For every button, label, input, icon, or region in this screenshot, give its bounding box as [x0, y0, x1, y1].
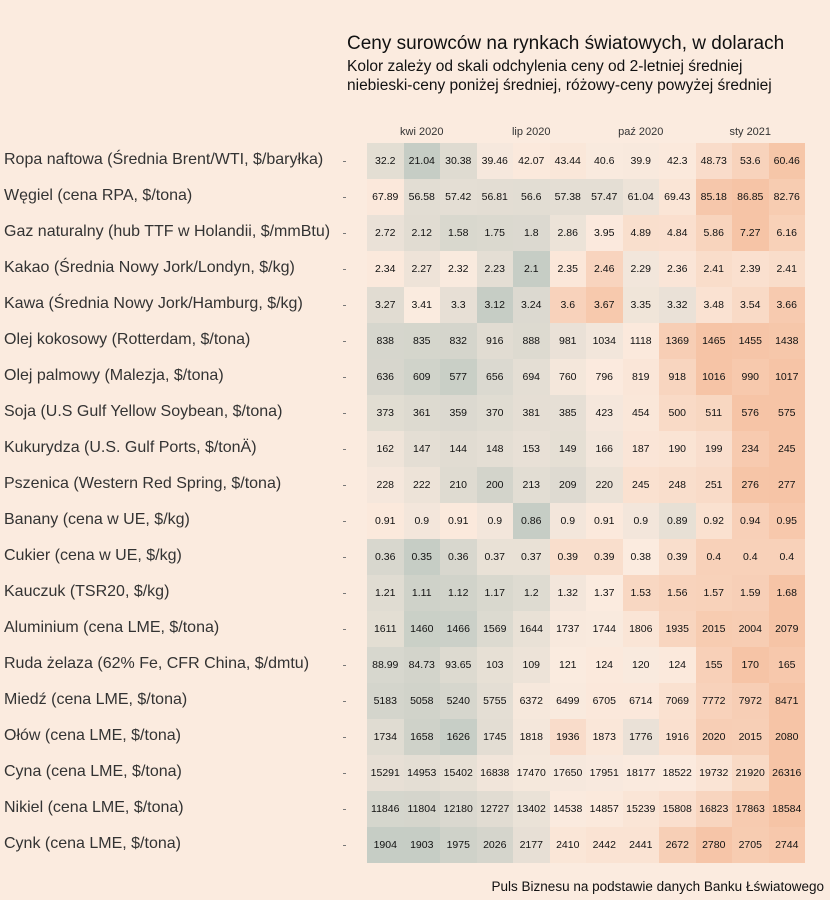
heatmap-cell: 796 [586, 359, 623, 395]
heatmap-cell: 3.32 [659, 287, 696, 323]
heatmap-cell: 0.91 [367, 503, 404, 539]
heatmap-cell: 1569 [477, 611, 514, 647]
heatmap-cell: 3.27 [367, 287, 404, 323]
chart-subtitle-line-1: Kolor zależy od skali odchylenia ceny od 2-letniej średniej [347, 58, 743, 75]
heatmap-cell: 1.37 [586, 575, 623, 611]
heatmap-cell: 277 [769, 467, 806, 503]
heatmap-cell: 2.23 [477, 251, 514, 287]
heatmap-cell: 1658 [404, 719, 441, 755]
heatmap-cell: 2015 [696, 611, 733, 647]
heatmap-cell: 245 [623, 467, 660, 503]
heatmap-cell: 0.86 [513, 503, 550, 539]
heatmap-cell: 17650 [550, 755, 587, 791]
heatmap-cell: 15808 [659, 791, 696, 827]
heatmap-cell: 166 [586, 431, 623, 467]
heatmap-cell: 165 [769, 647, 806, 683]
heatmap-cell: 148 [477, 431, 514, 467]
heatmap-cell: 0.9 [550, 503, 587, 539]
column-label: paź 2020 [618, 126, 664, 138]
heatmap-cell: 276 [732, 467, 769, 503]
heatmap-cell: 2705 [732, 827, 769, 863]
heatmap-cell: 888 [513, 323, 550, 359]
heatmap-cell: 82.76 [769, 179, 806, 215]
heatmap-cell: 0.39 [586, 539, 623, 575]
heatmap-cell: 222 [404, 467, 441, 503]
row-label: Gaz naturalny (hub TTF w Holandii, $/mmBtu) [4, 223, 331, 240]
heatmap-cell: 6499 [550, 683, 587, 719]
heatmap-cell: 1626 [440, 719, 477, 755]
heatmap-cell: 7972 [732, 683, 769, 719]
heatmap-cell: 1.53 [623, 575, 660, 611]
row-label: Kawa (Średnia Nowy Jork/Hamburg, $/kg) [4, 295, 303, 312]
heatmap-cell: 32.2 [367, 143, 404, 179]
heatmap-cell: 1.57 [696, 575, 733, 611]
heatmap-cell: 18522 [659, 755, 696, 791]
heatmap-cell: 170 [732, 647, 769, 683]
row-tick [343, 161, 346, 162]
heatmap-cell: 1745 [477, 719, 514, 755]
row-label: Miedź (cena LME, $/tona) [4, 691, 188, 708]
heatmap-cell: 3.12 [477, 287, 514, 323]
heatmap-cell: 2.1 [513, 251, 550, 287]
heatmap-cell: 0.37 [513, 539, 550, 575]
heatmap-cell: 14538 [550, 791, 587, 827]
heatmap-cell: 200 [477, 467, 514, 503]
heatmap-cell: 0.36 [440, 539, 477, 575]
heatmap-cell: 1644 [513, 611, 550, 647]
heatmap-cell: 39.46 [477, 143, 514, 179]
heatmap-cell: 12180 [440, 791, 477, 827]
row-tick [343, 341, 346, 342]
heatmap-cell: 199 [696, 431, 733, 467]
heatmap-cell: 2177 [513, 827, 550, 863]
heatmap-cell: 17863 [732, 791, 769, 827]
heatmap-cell: 26316 [769, 755, 806, 791]
heatmap-cell: 1.21 [367, 575, 404, 611]
row-tick [343, 593, 346, 594]
heatmap-cell: 990 [732, 359, 769, 395]
heatmap-cell: 819 [623, 359, 660, 395]
heatmap-cell: 220 [586, 467, 623, 503]
heatmap-cell: 7.27 [732, 215, 769, 251]
heatmap-cell: 1.68 [769, 575, 806, 611]
heatmap-cell: 2.35 [550, 251, 587, 287]
heatmap-cell: 0.9 [623, 503, 660, 539]
heatmap-cell: 511 [696, 395, 733, 431]
heatmap-cell: 1.17 [477, 575, 514, 611]
heatmap-cell: 2410 [550, 827, 587, 863]
heatmap-cell: 1017 [769, 359, 806, 395]
heatmap-cell: 3.3 [440, 287, 477, 323]
row-label: Węgiel (cena RPA, $/tona) [4, 187, 193, 204]
heatmap-cell: 88.99 [367, 647, 404, 683]
heatmap-cell: 370 [477, 395, 514, 431]
heatmap-cell: 43.44 [550, 143, 587, 179]
heatmap-cell: 162 [367, 431, 404, 467]
heatmap-cell: 93.65 [440, 647, 477, 683]
row-tick [343, 485, 346, 486]
heatmap-cell: 149 [550, 431, 587, 467]
heatmap-cell: 2744 [769, 827, 806, 863]
heatmap-cell: 48.73 [696, 143, 733, 179]
heatmap-cell: 373 [367, 395, 404, 431]
heatmap-cell: 4.84 [659, 215, 696, 251]
heatmap-cell: 916 [477, 323, 514, 359]
row-label: Ropa naftowa (Średnia Brent/WTI, $/baryłka) [4, 151, 324, 168]
heatmap-cell: 17470 [513, 755, 550, 791]
heatmap-cell: 13402 [513, 791, 550, 827]
row-label: Kakao (Średnia Nowy Jork/Londyn, $/kg) [4, 259, 295, 276]
heatmap-cell: 1466 [440, 611, 477, 647]
heatmap-cell: 53.6 [732, 143, 769, 179]
heatmap-cell: 6705 [586, 683, 623, 719]
heatmap-cell: 7772 [696, 683, 733, 719]
row-tick [343, 845, 346, 846]
heatmap-cell: 42.3 [659, 143, 696, 179]
heatmap-cell: 109 [513, 647, 550, 683]
heatmap-cell: 2.39 [732, 251, 769, 287]
heatmap-cell: 3.95 [586, 215, 623, 251]
heatmap-cell: 1818 [513, 719, 550, 755]
heatmap-cell: 213 [513, 467, 550, 503]
heatmap-cell: 248 [659, 467, 696, 503]
heatmap-cell: 14953 [404, 755, 441, 791]
row-tick [343, 233, 346, 234]
heatmap-cell: 19732 [696, 755, 733, 791]
heatmap-cell: 1916 [659, 719, 696, 755]
row-label: Cukier (cena w UE, $/kg) [4, 547, 182, 564]
heatmap-cell: 16838 [477, 755, 514, 791]
heatmap-cell: 2780 [696, 827, 733, 863]
heatmap-cell: 15291 [367, 755, 404, 791]
heatmap-cell: 5183 [367, 683, 404, 719]
heatmap-cell: 1904 [367, 827, 404, 863]
heatmap-cell: 57.42 [440, 179, 477, 215]
heatmap-cell: 656 [477, 359, 514, 395]
heatmap-cell: 18177 [623, 755, 660, 791]
heatmap-cell: 2026 [477, 827, 514, 863]
heatmap-cell: 61.04 [623, 179, 660, 215]
heatmap-cell: 1460 [404, 611, 441, 647]
row-tick [343, 557, 346, 558]
row-tick [343, 269, 346, 270]
heatmap-cell: 3.35 [623, 287, 660, 323]
heatmap-cell: 190 [659, 431, 696, 467]
heatmap-cell: 454 [623, 395, 660, 431]
heatmap-cell: 3.48 [696, 287, 733, 323]
heatmap-cell: 918 [659, 359, 696, 395]
heatmap-cell: 838 [367, 323, 404, 359]
heatmap-cell: 5058 [404, 683, 441, 719]
heatmap-cell: 1438 [769, 323, 806, 359]
heatmap-cell: 2015 [732, 719, 769, 755]
heatmap-cell: 5755 [477, 683, 514, 719]
heatmap-cell: 42.07 [513, 143, 550, 179]
heatmap-cell: 6372 [513, 683, 550, 719]
heatmap-cell: 0.92 [696, 503, 733, 539]
heatmap-cell: 2441 [623, 827, 660, 863]
heatmap-cell: 2.86 [550, 215, 587, 251]
heatmap-cell: 981 [550, 323, 587, 359]
heatmap-cell: 381 [513, 395, 550, 431]
heatmap-cell: 15402 [440, 755, 477, 791]
heatmap-cell: 69.43 [659, 179, 696, 215]
heatmap-cell: 0.95 [769, 503, 806, 539]
heatmap-cell: 144 [440, 431, 477, 467]
heatmap-cell: 694 [513, 359, 550, 395]
heatmap-cell: 124 [659, 647, 696, 683]
row-tick [343, 773, 346, 774]
heatmap-cell: 0.91 [440, 503, 477, 539]
heatmap-cell: 0.4 [769, 539, 806, 575]
heatmap-cell: 1.12 [440, 575, 477, 611]
source-caption: Puls Biznesu na podstawie danych Banku Łświatowego [491, 879, 824, 894]
heatmap-cell: 67.89 [367, 179, 404, 215]
heatmap-cell: 1118 [623, 323, 660, 359]
heatmap-cell: 3.24 [513, 287, 550, 323]
heatmap-cell: 210 [440, 467, 477, 503]
heatmap-cell: 2079 [769, 611, 806, 647]
heatmap-cell: 1737 [550, 611, 587, 647]
heatmap-cell: 1744 [586, 611, 623, 647]
heatmap-cell: 2020 [696, 719, 733, 755]
heatmap-cell: 1455 [732, 323, 769, 359]
heatmap-cell: 500 [659, 395, 696, 431]
heatmap-cell: 575 [769, 395, 806, 431]
heatmap-cell: 2442 [586, 827, 623, 863]
heatmap-cell: 1.32 [550, 575, 587, 611]
heatmap-cell: 84.73 [404, 647, 441, 683]
heatmap-cell: 124 [586, 647, 623, 683]
heatmap-cell: 2.72 [367, 215, 404, 251]
heatmap-cell: 2.12 [404, 215, 441, 251]
heatmap-cell: 2.46 [586, 251, 623, 287]
heatmap-cell: 1.58 [440, 215, 477, 251]
heatmap-cell: 60.46 [769, 143, 806, 179]
heatmap-cell: 1369 [659, 323, 696, 359]
column-label: kwi 2020 [400, 126, 444, 138]
row-label: Kauczuk (TSR20, $/kg) [4, 583, 170, 600]
heatmap-cell: 359 [440, 395, 477, 431]
row-tick [343, 665, 346, 666]
heatmap-cell: 8471 [769, 683, 806, 719]
heatmap-cell: 5240 [440, 683, 477, 719]
row-tick [343, 629, 346, 630]
heatmap-cell: 2.41 [696, 251, 733, 287]
heatmap-cell: 153 [513, 431, 550, 467]
heatmap-cell: 14857 [586, 791, 623, 827]
heatmap-cell: 18584 [769, 791, 806, 827]
heatmap-cell: 5.86 [696, 215, 733, 251]
heatmap-cell: 3.66 [769, 287, 806, 323]
heatmap-cell: 0.38 [623, 539, 660, 575]
heatmap-cell: 12727 [477, 791, 514, 827]
heatmap-cell: 3.41 [404, 287, 441, 323]
heatmap-cell: 0.35 [404, 539, 441, 575]
heatmap-cell: 0.4 [696, 539, 733, 575]
row-tick [343, 737, 346, 738]
heatmap-cell: 1776 [623, 719, 660, 755]
chart-subtitle-line-2: niebieski-ceny poniżej średniej, różowy-ceny powyżej średniej [347, 77, 772, 94]
heatmap-cell: 3.6 [550, 287, 587, 323]
heatmap-cell: 3.54 [732, 287, 769, 323]
heatmap-cell: 1.2 [513, 575, 550, 611]
row-label: Cyna (cena LME, $/tona) [4, 763, 182, 780]
heatmap-cell: 385 [550, 395, 587, 431]
heatmap-cell: 423 [586, 395, 623, 431]
row-tick [343, 449, 346, 450]
heatmap-cell: 760 [550, 359, 587, 395]
heatmap-cell: 147 [404, 431, 441, 467]
heatmap-cell: 187 [623, 431, 660, 467]
heatmap-cell: 30.38 [440, 143, 477, 179]
row-tick [343, 413, 346, 414]
heatmap-cell: 1.56 [659, 575, 696, 611]
heatmap-cell: 0.91 [586, 503, 623, 539]
heatmap-cell: 1.59 [732, 575, 769, 611]
heatmap-cell: 7069 [659, 683, 696, 719]
heatmap-cell: 21920 [732, 755, 769, 791]
heatmap-cell: 2.27 [404, 251, 441, 287]
chart-title: Ceny surowców na rynkach światowych, w dolarach [347, 33, 785, 54]
heatmap-cell: 57.47 [586, 179, 623, 215]
heatmap-cell: 16823 [696, 791, 733, 827]
heatmap-cell: 1465 [696, 323, 733, 359]
heatmap-cell: 3.67 [586, 287, 623, 323]
row-tick [343, 521, 346, 522]
heatmap-cell: 1034 [586, 323, 623, 359]
heatmap-cell: 251 [696, 467, 733, 503]
row-tick [343, 305, 346, 306]
heatmap-cell: 0.37 [477, 539, 514, 575]
heatmap-cell: 56.58 [404, 179, 441, 215]
heatmap-cell: 228 [367, 467, 404, 503]
heatmap-cell: 1611 [367, 611, 404, 647]
row-tick [343, 197, 346, 198]
heatmap-cell: 103 [477, 647, 514, 683]
heatmap-cell: 2.29 [623, 251, 660, 287]
heatmap-cell: 121 [550, 647, 587, 683]
row-tick [343, 377, 346, 378]
row-label: Pszenica (Western Red Spring, $/tona) [4, 475, 282, 492]
heatmap-cell: 1.75 [477, 215, 514, 251]
column-label: lip 2020 [511, 126, 551, 138]
heatmap-cell: 609 [404, 359, 441, 395]
heatmap-cell: 1903 [404, 827, 441, 863]
heatmap-cell: 2.36 [659, 251, 696, 287]
heatmap-cell: 1936 [550, 719, 587, 755]
heatmap-cell: 576 [732, 395, 769, 431]
heatmap-cell: 245 [769, 431, 806, 467]
heatmap-cell: 1.8 [513, 215, 550, 251]
row-label: Nikiel (cena LME, $/tona) [4, 799, 184, 816]
row-label: Banany (cena w UE, $/kg) [4, 511, 190, 528]
heatmap-cell: 1873 [586, 719, 623, 755]
heatmap-cell: 15239 [623, 791, 660, 827]
heatmap-cell: 4.89 [623, 215, 660, 251]
heatmap-cell: 832 [440, 323, 477, 359]
row-label: Ołów (cena LME, $/tona) [4, 727, 181, 744]
heatmap-cell: 0.9 [404, 503, 441, 539]
heatmap-cell: 2004 [732, 611, 769, 647]
heatmap-cell: 0.36 [367, 539, 404, 575]
heatmap-cell: 2.41 [769, 251, 806, 287]
heatmap-cell: 85.18 [696, 179, 733, 215]
heatmap-cell: 6714 [623, 683, 660, 719]
heatmap-cell: 1935 [659, 611, 696, 647]
heatmap-cell: 1806 [623, 611, 660, 647]
heatmap-cell: 0.9 [477, 503, 514, 539]
heatmap-cell: 1975 [440, 827, 477, 863]
row-label: Aluminium (cena LME, $/tona) [4, 619, 220, 636]
heatmap-cell: 1.11 [404, 575, 441, 611]
heatmap-cell: 57.38 [550, 179, 587, 215]
row-label: Olej kokosowy (Rotterdam, $/tona) [4, 331, 251, 348]
row-tick [343, 809, 346, 810]
row-label: Kukurydza (U.S. Gulf Ports, $/tonÄ) [4, 439, 257, 456]
heatmap-cell: 2.34 [367, 251, 404, 287]
row-label: Cynk (cena LME, $/tona) [4, 835, 181, 852]
heatmap-cell: 56.6 [513, 179, 550, 215]
row-label: Soja (U.S Gulf Yellow Soybean, $/tona) [4, 403, 283, 420]
heatmap-cell: 234 [732, 431, 769, 467]
heatmap-cell: 0.89 [659, 503, 696, 539]
heatmap-cell: 577 [440, 359, 477, 395]
heatmap-cell: 361 [404, 395, 441, 431]
heatmap-cell: 835 [404, 323, 441, 359]
heatmap-cell: 2.32 [440, 251, 477, 287]
heatmap-cell: 120 [623, 647, 660, 683]
heatmap-cell: 39.9 [623, 143, 660, 179]
heatmap-cell: 11804 [404, 791, 441, 827]
heatmap-cell: 86.85 [732, 179, 769, 215]
row-label: Olej palmowy (Malezja, $/tona) [4, 367, 224, 384]
heatmap-cell: 0.4 [732, 539, 769, 575]
heatmap-cell: 17951 [586, 755, 623, 791]
heatmap-cell: 209 [550, 467, 587, 503]
row-tick [343, 701, 346, 702]
row-label: Ruda żelaza (62% Fe, CFR China, $/dmtu) [4, 655, 310, 672]
column-label: sty 2021 [729, 126, 772, 138]
heatmap-cell: 0.39 [659, 539, 696, 575]
heatmap-cell: 2672 [659, 827, 696, 863]
heatmap-cell: 6.16 [769, 215, 806, 251]
heatmap-cell: 636 [367, 359, 404, 395]
heatmap-cell: 155 [696, 647, 733, 683]
heatmap-cell: 1016 [696, 359, 733, 395]
heatmap-cell: 11846 [367, 791, 404, 827]
heatmap-cell: 0.39 [550, 539, 587, 575]
heatmap-cell: 40.6 [586, 143, 623, 179]
heatmap-cell: 2080 [769, 719, 806, 755]
heatmap-cell: 0.94 [732, 503, 769, 539]
heatmap-cell: 56.81 [477, 179, 514, 215]
heatmap-cell: 21.04 [404, 143, 441, 179]
heatmap-cell: 1734 [367, 719, 404, 755]
